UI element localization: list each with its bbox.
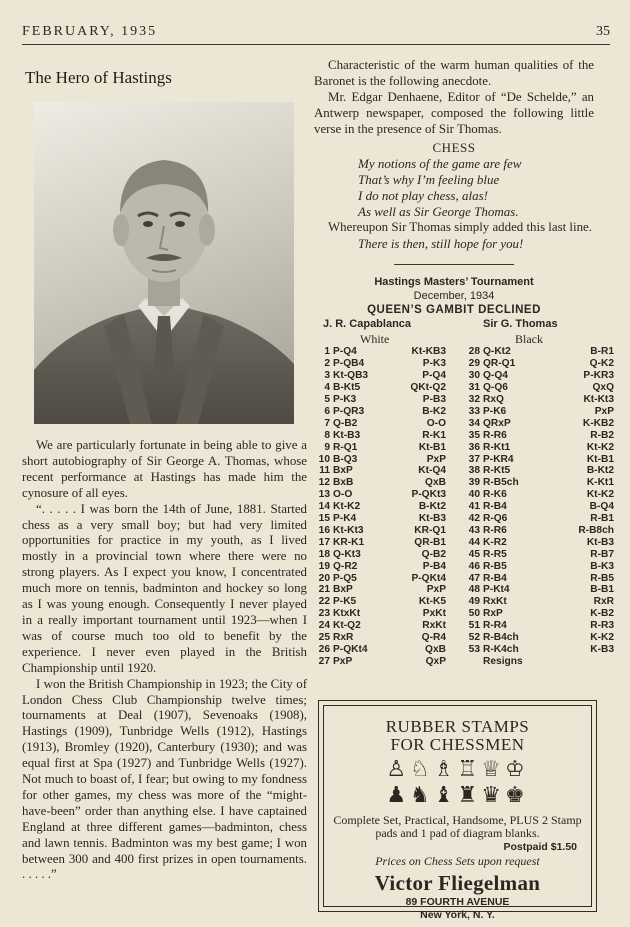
black-move: R-B8ch [578,524,614,536]
move-number: 5 [324,394,330,406]
move-number: 16 [318,524,330,536]
white-move: QRxP [483,417,511,429]
white-move: R-Kt1 [483,441,511,453]
move-number: 19 [318,560,330,572]
move-number: 49 [468,596,480,608]
move-number: 34 [468,417,480,429]
header-rule [22,44,610,45]
black-move: Kt-K2 [586,489,614,501]
ad-price: Postpaid $1.50 [503,841,577,853]
white-move: R-B4 [483,501,507,513]
black-move: QR-B1 [414,536,446,548]
move-number: 26 [318,643,330,655]
verse-title: CHESS [432,139,476,155]
page-number: 35 [596,24,610,39]
black-move: Q-R4 [421,632,446,644]
move-number: 44 [468,536,480,548]
move-number: 50 [468,608,480,620]
white-move: RxQ [483,394,504,406]
black-move: P-QKt3 [411,489,446,501]
white-move: RxR [333,632,354,644]
black-move: Kt-B1 [586,453,614,465]
black-move: Kt-KB3 [411,346,446,358]
move-number: 14 [318,501,330,513]
white-move: Kt-K2 [333,501,361,513]
white-move: BxB [333,477,354,489]
white-move: BxP [333,465,353,477]
white-move: B-Q3 [333,453,358,465]
white-move: P-Kt4 [483,584,510,596]
white-move: KR-K1 [333,536,365,548]
black-move: PxP [426,453,446,465]
article-paragraph: We are particularly fortunate in being able to give a short autobiography of Sir George A. Thomas, whose recent performance at Hastings has made him the cynosure of all eyes. [22,438,307,500]
white-move: Q-Q4 [483,370,508,382]
black-move: B-K3 [590,560,614,572]
move-number: 52 [468,632,480,644]
black-move: Kt-B1 [418,441,446,453]
ad-prices-note: Prices on Chess Sets upon request [375,854,540,868]
move-number: 25 [318,632,330,644]
verse-line: That’s why I’m feeling blue [358,172,500,188]
players-row [314,318,594,332]
black-label: Black [515,332,543,347]
move-number: 45 [468,548,480,560]
black-move: R-R3 [590,620,614,632]
white-move: Kt-Q2 [333,620,361,632]
white-move: Kt-Kt3 [333,524,364,536]
move-number: 35 [468,429,480,441]
move-number: 17 [318,536,330,548]
anecdote-paragraph: Characteristic of the warm human qualities of the Baronet is the following anecdote. [314,58,594,88]
black-move: P-B3 [422,394,446,406]
white-move: R-R6 [483,524,507,536]
white-move: RxKt [483,596,507,608]
white-move: B-Kt5 [333,382,361,394]
white-move: R-B5ch [483,477,519,489]
move-number: 43 [468,524,480,536]
ad-heading-line2: FOR CHESSMEN [390,735,525,754]
ad-address-street: 89 FOURTH AVENUE [405,896,510,908]
article-paragraph: “. . . . . I was born the 14th of June, 1881. Started chess as a very small boy; but had very limited opportunities for practice in my youth, as I lived mostly in a provincial town where there were no strong players. As I expect you know, I concentrated much more on tennis, badminton and hockey so long as I was young enough. Consequently I never played in a really important tournament until 1923—when I was of course much too old to benefit by the experience. I never even played in the British Championship until 1920. [22,501,307,675]
black-move: QxQ [592,382,614,394]
ad-description: Complete Set, Practical, Handsome, PLUS 2 Stamp pads and 1 pad of diagram blanks. [333,813,582,840]
black-move: B-B1 [590,584,614,596]
ad-brand: Victor Fliegelman [374,871,541,895]
white-move: R-Q1 [333,441,358,453]
move-number: 1 [324,346,330,358]
white-move: P-QB4 [333,358,365,370]
move-number: 32 [468,394,480,406]
white-move: R-R4 [483,620,507,632]
black-move: R-B7 [590,548,614,560]
white-move: P-K3 [333,394,357,406]
move-number: 21 [318,584,330,596]
autobiography-text [22,438,307,883]
black-move: RxR [593,596,614,608]
move-number: 31 [468,382,480,394]
white-move: R-K6 [483,489,507,501]
black-move: Kt-B3 [418,513,446,525]
white-move: R-R5 [483,548,507,560]
move-number: 39 [468,477,480,489]
move-number: 12 [318,477,330,489]
white-move: R-R6 [483,429,507,441]
black-move: K-Kt1 [586,477,614,489]
move-number: 28 [468,346,480,358]
move-number: 10 [318,453,330,465]
verse-line: I do not play chess, alas! [358,188,488,204]
black-move: R-B5 [590,572,614,584]
white-move: P-Q5 [333,572,357,584]
ad-address-city: New York, N. Y. [420,909,495,921]
chess-pieces-solid-icon: ♟♞♝♜♛♚ [386,782,529,807]
black-player: Sir G. Thomas [483,318,558,331]
white-move: P-Q4 [333,346,357,358]
right-column [314,58,614,676]
tournament-name: Hastings Masters’ Tournament [374,276,534,289]
move-number: 42 [468,513,480,525]
white-move: P-K6 [483,405,507,417]
move-number: 15 [318,513,330,525]
white-move: P-QR3 [333,405,365,417]
black-move: Q-K2 [589,358,614,370]
move-number: 11 [319,465,330,477]
black-move: RxKt [422,620,446,632]
move-number: 6 [324,405,330,417]
move-number: 4 [324,382,330,394]
black-move: QxP [425,655,446,667]
black-move: Kt-K2 [586,441,614,453]
black-move: P-QKt4 [411,572,446,584]
black-move: QKt-Q2 [410,382,446,394]
advertisement-inner-border [323,705,592,921]
black-move: R-B2 [590,429,614,441]
move-number: 30 [468,370,480,382]
running-head [22,24,610,44]
white-move: R-B4 [483,572,507,584]
issue-date: FEBRUARY, 1935 [22,24,158,39]
white-move: Kt-QB3 [333,370,369,382]
tournament-date: December, 1934 [413,290,495,303]
verse [358,156,594,219]
white-move: P-K4 [333,513,357,525]
article-title: The Hero of Hastings [25,68,172,87]
white-move: BxP [333,584,353,596]
anecdote-paragraph: Mr. Edgar Denhaene, Editor of “De Schelde,” an Antwerp newspaper, composed the following little verse in the presence of Sir Thomas. [314,89,594,136]
article-paragraph: I won the British Championship in 1923; the City of London Chess Club Championship twelve times; tournaments at Deal (1907), Sevenoaks (1908), Hastings (1909), Tunbridge Wells (1912), Hastings (1913), Bromley (1920), Canterbury (1930); and was equal first at Spa (1927) and Tunbridge Wells (1927). Not much to boast of, I fear; but owing to my fondness for other games, my chess was more of the “might-have-been” order than anything else. I have captained England at three different games—badminton, chess and lawn tennis. Badminton was my best game; I won between 300 and 400 first prizes in open tournaments. . . . . .” [22,676,307,882]
white-player: J. R. Capablanca [323,318,412,331]
black-move: P-B4 [422,560,446,572]
white-move: P-KR4 [483,453,514,465]
black-move: O-O [426,417,446,429]
black-move: KR-Q1 [414,524,446,536]
move-number: 2 [324,358,330,370]
white-move: Q-B2 [333,417,358,429]
opening-name: QUEEN’S GAMBIT DECLINED [367,304,541,317]
white-move: K-R2 [483,536,507,548]
game-score [314,275,614,676]
move-number: 24 [318,620,330,632]
white-move: Kt-B3 [333,429,361,441]
move-number: 23 [318,608,330,620]
white-move: PxP [333,655,353,667]
verse-line: As well as Sir George Thomas. [358,203,519,219]
black-move: QxB [425,477,446,489]
move-number: 29 [468,358,480,370]
white-move: R-Kt5 [483,465,511,477]
move-number: 51 [468,620,480,632]
move-number: 9 [324,441,330,453]
white-move: Q-R2 [333,560,358,572]
black-move: B-Q4 [589,501,614,513]
move-number: 7 [324,417,330,429]
white-move: R-B4ch [483,632,519,644]
black-move: K-KB2 [582,417,614,429]
game-result: Resigns [483,655,523,667]
black-move: Kt-Kt3 [583,394,614,406]
move-number: 38 [468,465,480,477]
white-move: P-QKt4 [333,643,368,655]
black-move: B-K2 [422,405,446,417]
white-move: P-K5 [333,596,357,608]
white-move: QR-Q1 [483,358,516,370]
black-move: K-B2 [590,608,614,620]
black-move: Kt-Q4 [418,465,446,477]
portrait-photo [34,102,294,424]
black-move: Kt-B3 [586,536,614,548]
chess-pieces-outline-icon: ♙♘♗♖♕♔ [386,756,529,781]
black-move: B-Kt2 [418,501,446,513]
black-move: Q-B2 [421,548,446,560]
verse-line: My notions of the game are few [358,156,522,172]
move-number: 37 [468,453,480,465]
sides-row [314,332,594,346]
black-move: P-KR3 [583,370,614,382]
white-move: Q-Kt3 [333,548,361,560]
move-number: 46 [468,560,480,572]
advertisement [318,700,597,921]
black-move: QxB [425,643,446,655]
white-move: RxP [483,608,503,620]
white-move: Q-Kt2 [483,346,511,358]
move-number: 33 [468,405,480,417]
move-number: 48 [468,584,480,596]
white-move: Q-Q6 [483,382,508,394]
black-move: P-Q4 [422,370,446,382]
move-number: 22 [318,596,330,608]
move-number: 3 [324,370,330,382]
section-rule [394,264,514,265]
move-number: 47 [468,572,480,584]
black-move: PxKt [422,608,446,620]
black-move: K-K2 [590,632,614,644]
black-move: R-B1 [590,513,614,525]
left-column [22,60,307,882]
black-move: K-B3 [590,643,614,655]
black-move: PxP [594,405,614,417]
verse-last-line: There is then, still hope for you! [358,236,524,251]
move-number: 41 [468,501,480,513]
black-move: R-K1 [422,429,446,441]
move-number: 36 [468,441,480,453]
black-move: PxP [426,584,446,596]
black-move: B-R1 [590,346,614,358]
white-label: White [360,332,390,347]
move-number: 27 [318,655,330,667]
white-move: KtxKt [333,608,361,620]
anecdote-text [314,58,594,252]
move-number: 18 [318,548,330,560]
black-move: Kt-K5 [418,596,446,608]
move-number: 13 [318,489,330,501]
white-move: R-K4ch [483,643,519,655]
move-list [314,346,614,676]
move-number: 53 [468,643,480,655]
white-move: O-O [333,489,353,501]
anecdote-paragraph: Whereupon Sir Thomas simply added this last line. [328,219,592,234]
black-move: B-Kt2 [586,465,614,477]
move-number: 40 [468,489,480,501]
white-move: R-B5 [483,560,507,572]
move-number: 20 [318,572,330,584]
ad-heading-line1: RUBBER STAMPS [385,717,530,736]
white-move: R-Q6 [483,513,508,525]
move-number: 8 [324,429,330,441]
black-move: P-K3 [422,358,446,370]
